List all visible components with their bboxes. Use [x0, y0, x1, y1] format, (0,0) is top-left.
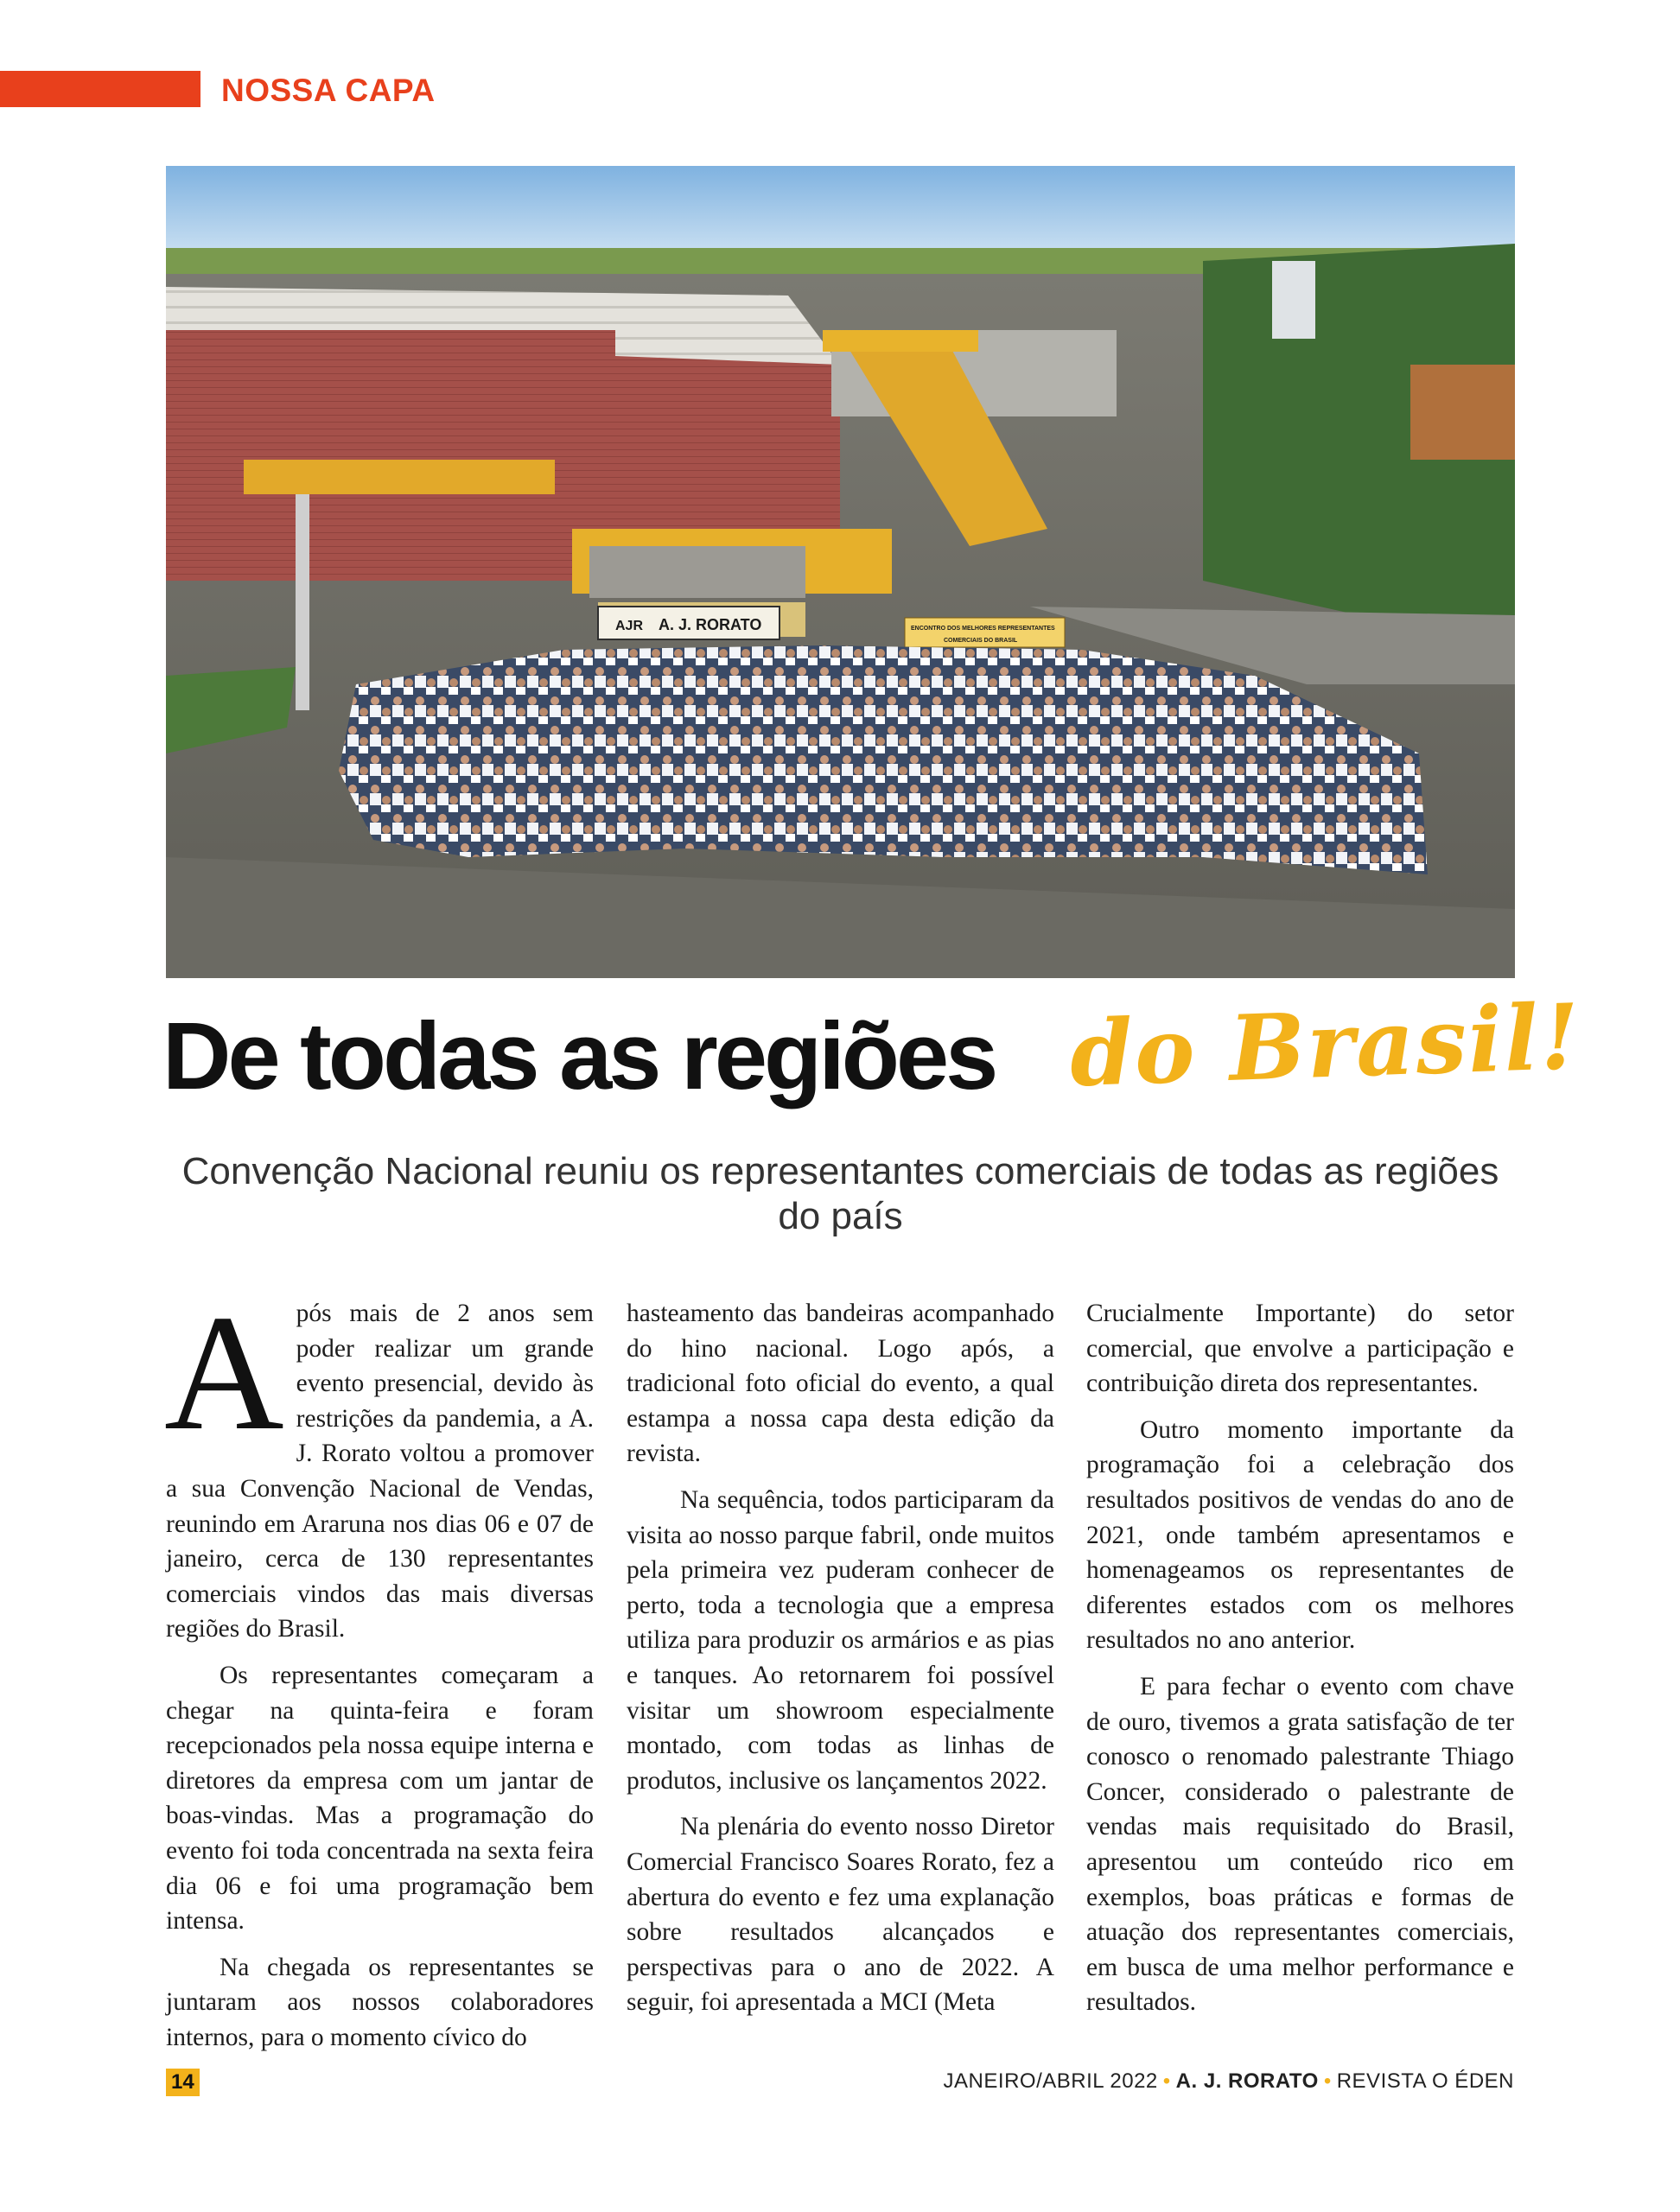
section-label: NOSSA CAPA [221, 73, 436, 108]
article-column-3 [1086, 1296, 1514, 2031]
footer-brand: A. J. RORATO [1175, 2069, 1319, 2093]
article-paragraph: Na sequência, todos participaram da visita ao nosso parque fabril, onde muitos pela primeira vez puderam conhecer de perto, toda a tecnologia que a empresa utiliza para produzir os armários e as pias e tanques. Ao retornarem foi possível visitar um showroom especialmente montado, com todas as linhas de produtos, inclusive os lançamentos 2022. [627, 1485, 1054, 1795]
article-column-1 [164, 1281, 594, 2066]
article-paragraph: Na chegada os representantes se juntaram aos nossos colaboradores internos, para o momento cívico do [166, 1953, 594, 2051]
article-column-2 [627, 1296, 1054, 2031]
svg-text:COMERCIAIS DO BRASIL: COMERCIAIS DO BRASIL [944, 638, 1018, 644]
page-number: 14 [166, 2069, 200, 2096]
company-sign [598, 607, 780, 639]
subtitle: Convenção Nacional reuniu os representantes comerciais de todas as regiões do país [181, 1150, 1499, 1237]
article-paragraph: Na plenária do evento nosso Diretor Comercial Francisco Soares Rorato, fez a abertura do evento e fez uma explanação sobre resultados alcançados e perspectivas para o ano de 2022. A seguir, foi apresentada a MCI (Meta [627, 1813, 1054, 2017]
headline [162, 982, 1583, 1130]
footer-magazine: REVISTA O ÉDEN [1336, 2069, 1514, 2093]
svg-text:A. J. RORATO: A. J. RORATO [659, 616, 762, 633]
headline-main: De todas as regiões [162, 1003, 996, 1109]
separator-dot: • [1323, 2069, 1332, 2093]
drop-cap: A [164, 1281, 284, 1465]
svg-text:AJR: AJR [615, 619, 644, 633]
article-paragraph: Após mais de 2 anos sem poder realizar um grande evento presencial, devido às restrições da pandemia, a A. J. Rorato voltou a promover a sua Convenção Nacional de Vendas, reunindo em Araruna nos dias 06 e 07 de janeiro, cerca de 130 representantes comerciais vindos das mais diversas regiões do Brasil. [164, 1281, 594, 1643]
event-banner [905, 618, 1065, 647]
cover-photo [166, 166, 1515, 978]
svg-text:ENCONTRO DOS MELHORES REPRESEN: ENCONTRO DOS MELHORES REPRESENTANTES [911, 626, 1055, 632]
separator-dot: • [1162, 2069, 1171, 2093]
article-paragraph: Os representantes começaram a chegar na quinta-feira e foram recepcionados pela nossa equipe interna e diretores da empresa com um jantar de boas-vindas. Mas a programação do evento foi toda concentrada na sexta feira dia 06 e foi uma programação bem intensa. [166, 1661, 594, 1936]
article-paragraph: Crucialmente Importante) do setor comercial, que envolve a participação e contribuição direta dos representantes. [1086, 1300, 1514, 1398]
section-accent-bar [0, 71, 200, 107]
footer-date: JANEIRO/ABRIL 2022 [943, 2069, 1158, 2093]
article-paragraph: Outro momento importante da programação foi a celebração dos resultados positivos de vendas do ano de 2021, onde também apresentamos e homenageamos os representantes de diferentes estados com os melhores resultados no ano anterior. [1086, 1415, 1514, 1655]
article-paragraph: E para fechar o evento com chave de ouro, tivemos a grata satisfação de ter conosco o renomado palestrante Thiago Concer, considerado o palestrante de vendas mais requisitado do Brasil, apresentou um conteúdo rico em exemplos, boas práticas e formas de atuação dos representantes comerciais, em busca de uma melhor performance e resultados. [1086, 1672, 1514, 2017]
footer-credits [944, 2069, 1514, 2094]
article-paragraph: hasteamento das bandeiras acompanhado do hino nacional. Logo após, a tradicional foto oficial do evento, a qual estampa a nossa capa desta edição da revista. [627, 1300, 1054, 1468]
aerial-group-photo [166, 166, 1515, 978]
headline-script: do Brasil! [1068, 982, 1583, 1108]
